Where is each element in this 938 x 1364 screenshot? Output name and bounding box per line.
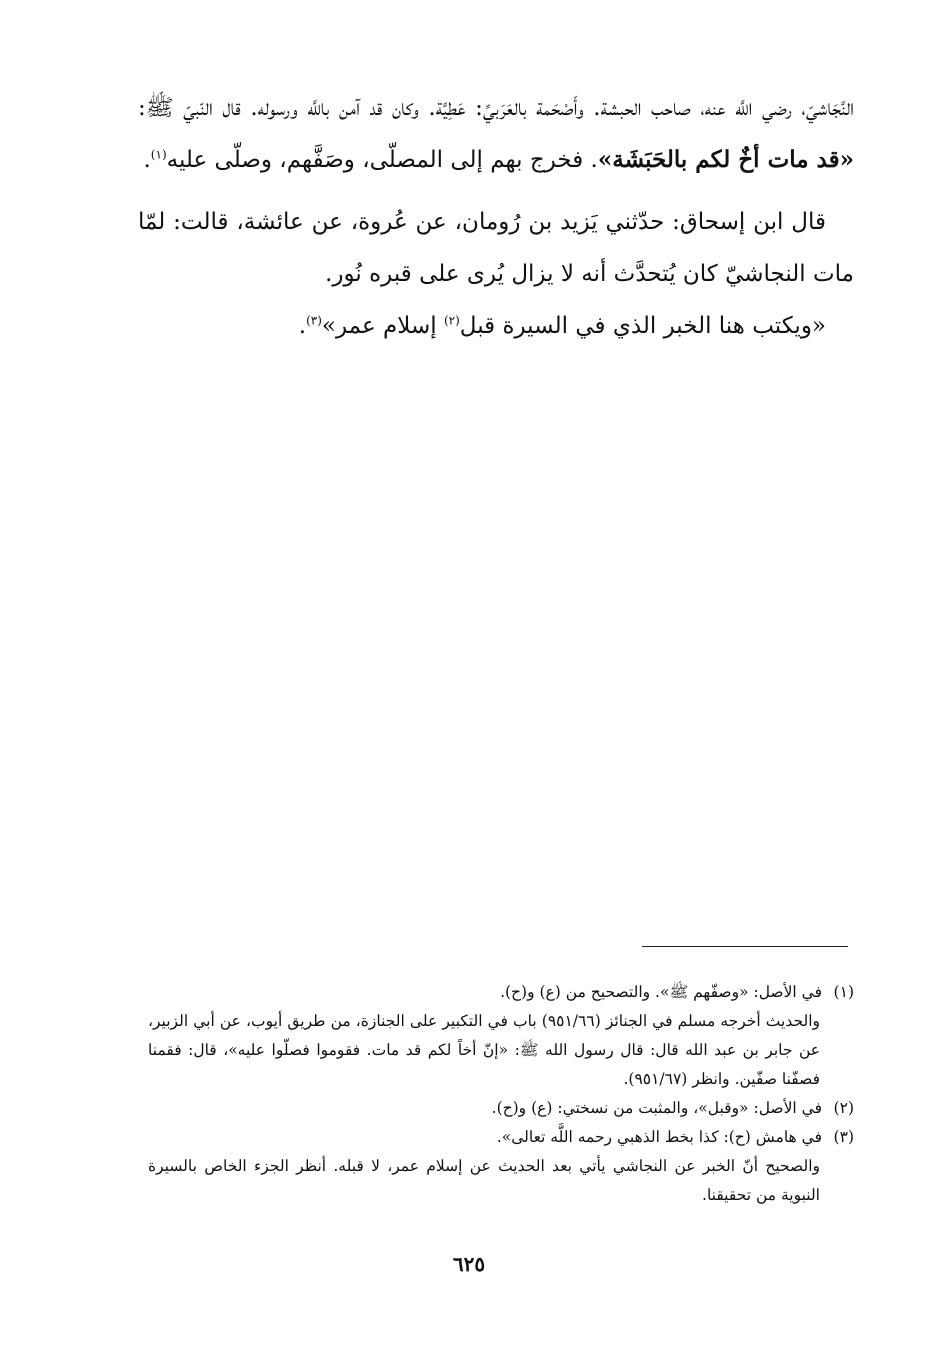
footnote-ref-3: (٣) <box>306 313 322 328</box>
footnotes <box>148 978 854 1210</box>
paragraph-najashi <box>138 82 854 186</box>
footnote-1-text: في الأصل: «وصفّهم ﷺ». والتصحيح من (ع) و(ح). <box>500 983 822 1001</box>
footnote-2 <box>148 1094 854 1123</box>
hadith-quote: «قد مات أخٌ لكم بالحَبَشَة» <box>597 146 854 173</box>
footnote-divider <box>642 946 848 947</box>
main-text <box>138 82 854 352</box>
paragraph-najashi-tail: . <box>143 147 151 173</box>
page-number: ٦٢٥ <box>452 1252 486 1276</box>
paragraph-note-text-2: إسلام عمر» <box>321 313 444 339</box>
footnote-3-text: في هامش (ح): كذا بخط الذهبي رحمه اللَّه تعالى». <box>496 1128 822 1146</box>
footnote-2-text: في الأصل: «وقبل»، والمثبت من نسختي: (ع) و(ح). <box>491 1099 822 1117</box>
footnote-3 <box>148 1123 854 1152</box>
footnote-1-continuation: والحديث أخرجه مسلم في الجنائز (٩٥١/٦٦) باب في التكبير على الجنازة، من طريق أيوب، عن أبي الزبير، عن جابر بن عبد الله قال: قال رسول الله ﷺ: «إنّ أخاً لكم قد مات. فقوموا فصلّوا عليه»، قال: فقمنا فصفّنا صفّين. وانظر (٩٥١/٦٧). <box>148 1012 820 1088</box>
footnote-2-number: (٢) <box>833 1099 854 1117</box>
paragraph-note-tail: . <box>298 313 307 339</box>
footnote-ref-1: (١) <box>150 147 167 162</box>
paragraph-ibn-ishaq: قال ابن إسحاق: حدّثني يَزيد بن رُومان، عن عُروة، عن عائشة، قالت: لمّا مات النجاشيّ كان يُتحدَّث أنه لا يزال يُرى على قبره نُور. <box>138 209 854 287</box>
paragraph-note-text: «ويكتب هنا الخبر الذي في السيرة قبل <box>459 313 826 339</box>
paragraph-note <box>138 300 854 352</box>
footnote-1 <box>148 978 854 1007</box>
paragraph-najashi-end: . فخرج بهم إلى المصلّى، وصَفَّهم، وصلّى عليه <box>166 147 598 173</box>
footnote-1-number: (١) <box>833 983 854 1001</box>
footnote-ref-2: (٢) <box>443 313 460 328</box>
footnote-3-number: (٣) <box>833 1128 854 1146</box>
footnote-3-continuation: والصحيح أنّ الخبر عن النجاشي يأتي بعد الحديث عن إسلام عمر، لا قبله. أنظر الجزء الخاص بالسيرة النبوية من تحقيقنا. <box>148 1157 820 1204</box>
paragraph-najashi-text: النَّجَاشيّ، رضي اللَّه عنه، صاحب الحبشة. وأَصْحَمة بالعَرَبيِّ: عَطِيَّة. وكان قد آمن باللَّه ورسوله. قال النّبيّ ﷺ: <box>138 95 854 121</box>
